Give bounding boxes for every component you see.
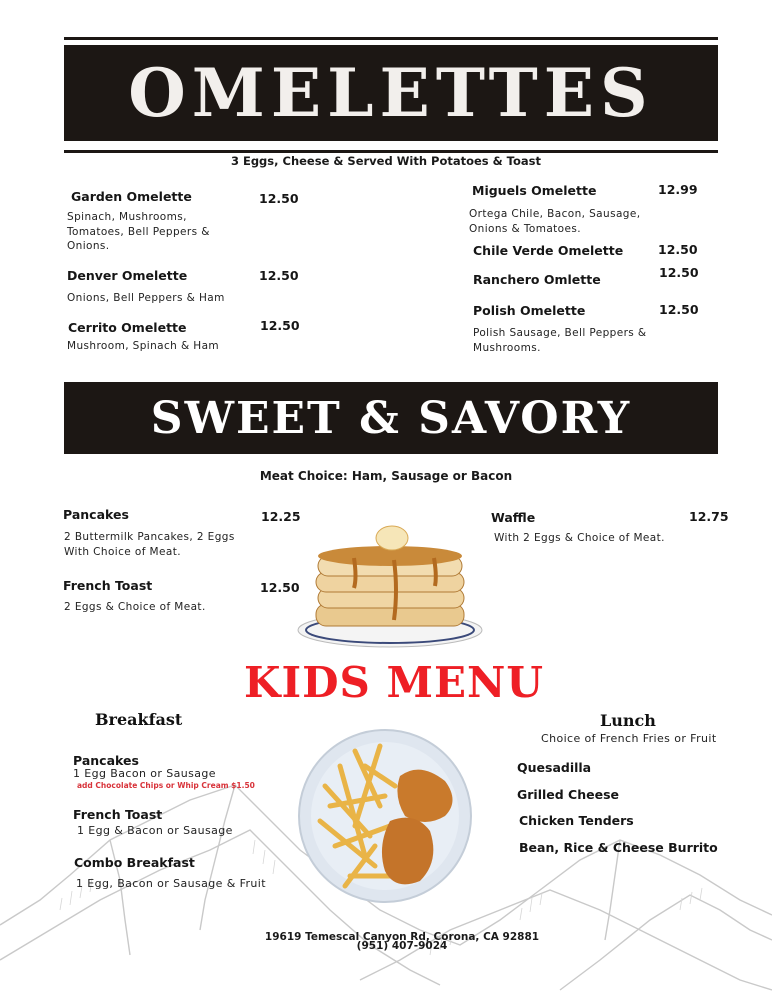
lunch-heading: Lunch [600, 711, 656, 730]
breakfast-heading: Breakfast [95, 710, 183, 729]
kids-item-description: 1 Egg Bacon or Sausage [73, 767, 216, 780]
menu-item-description: Mushroom, Spinach & Ham [67, 340, 220, 352]
menu-item-price: 12.50 [658, 242, 698, 257]
menu-item-price: 12.50 [659, 265, 699, 280]
menu-item-price: 12.50 [260, 580, 300, 595]
sweet-savory-subtitle: Meat Choice: Ham, Sausage or Bacon [259, 469, 513, 483]
footer-address: 19619 Temescal Canyon Rd, Corona, CA 92881 [264, 931, 540, 943]
menu-item-description: With 2 Eggs & Choice of Meat. [494, 532, 665, 544]
menu-item-price: 12.50 [259, 268, 299, 283]
omelettes-title: OMELETTES [128, 54, 654, 132]
omelettes-subtitle: 3 Eggs, Cheese & Served With Potatoes & Toast [230, 154, 542, 168]
pancakes-image [294, 518, 494, 650]
menu-item-description: Ortega Chile, Bacon, Sausage, Onions & Tomatoes. [469, 208, 641, 235]
sweet-savory-title: SWEET & SAVORY [150, 392, 632, 444]
menu-item-price: 12.50 [659, 302, 699, 317]
menu-item-name: Waffle [491, 510, 536, 525]
menu-item-price: 12.25 [261, 509, 301, 524]
menu-item-description: 2 Eggs & Choice of Meat. [64, 601, 206, 613]
omelettes-bottom-rule [64, 150, 718, 153]
menu-item-description: Onions, Bell Peppers & Ham [67, 292, 225, 304]
menu-item-name: Pancakes [63, 507, 129, 522]
kids-item-description: 1 Egg, Bacon or Sausage & Fruit [76, 877, 266, 890]
sweet-savory-banner [64, 382, 718, 454]
menu-item-name: Garden Omelette [71, 189, 192, 204]
kids-item-name: Combo Breakfast [74, 855, 195, 870]
menu-item-name: Denver Omelette [67, 268, 188, 283]
menu-item-name: Polish Omelette [473, 303, 586, 318]
menu-item-price: 12.75 [689, 509, 729, 524]
chicken-tenders-fries-image [295, 726, 475, 906]
menu-item-name: Chile Verde Omelette [473, 243, 624, 258]
menu-item-price: 12.50 [259, 191, 299, 206]
lunch-subtitle: Choice of French Fries or Fruit [541, 732, 717, 745]
kids-item-name: French Toast [73, 807, 163, 822]
menu-item-price: 12.99 [658, 182, 698, 197]
menu-item-description: Polish Sausage, Bell Peppers & Mushrooms. [473, 327, 647, 354]
omelettes-banner [64, 45, 718, 141]
menu-item-name: Miguels Omelette [472, 183, 597, 198]
kids-menu-title: KIDS MENU [243, 658, 545, 707]
lunch-item: Bean, Rice & Cheese Burrito [519, 840, 718, 855]
lunch-item: Chicken Tenders [519, 813, 634, 828]
menu-item-description: Spinach, Mushrooms, Tomatoes, Bell Peppers & Onions. [67, 211, 210, 252]
kids-item-description: 1 Egg & Bacon or Sausage [77, 824, 233, 837]
menu-item-description: 2 Buttermilk Pancakes, 2 Eggs With Choice of Meat. [64, 531, 235, 558]
menu-item-name: Ranchero Omlette [473, 272, 601, 287]
menu-item-price: 12.50 [260, 318, 300, 333]
top-rule [64, 37, 718, 40]
footer-phone: (951) 407-9024 [356, 940, 448, 952]
lunch-item: Grilled Cheese [517, 787, 620, 802]
lunch-item: Quesadilla [517, 760, 592, 775]
kids-item-name: Pancakes [73, 753, 139, 768]
menu-item-name: French Toast [63, 578, 153, 593]
kids-item-addon: add Chocolate Chips or Whip Cream $1.50 [77, 781, 255, 790]
menu-item-name: Cerrito Omelette [68, 320, 187, 335]
